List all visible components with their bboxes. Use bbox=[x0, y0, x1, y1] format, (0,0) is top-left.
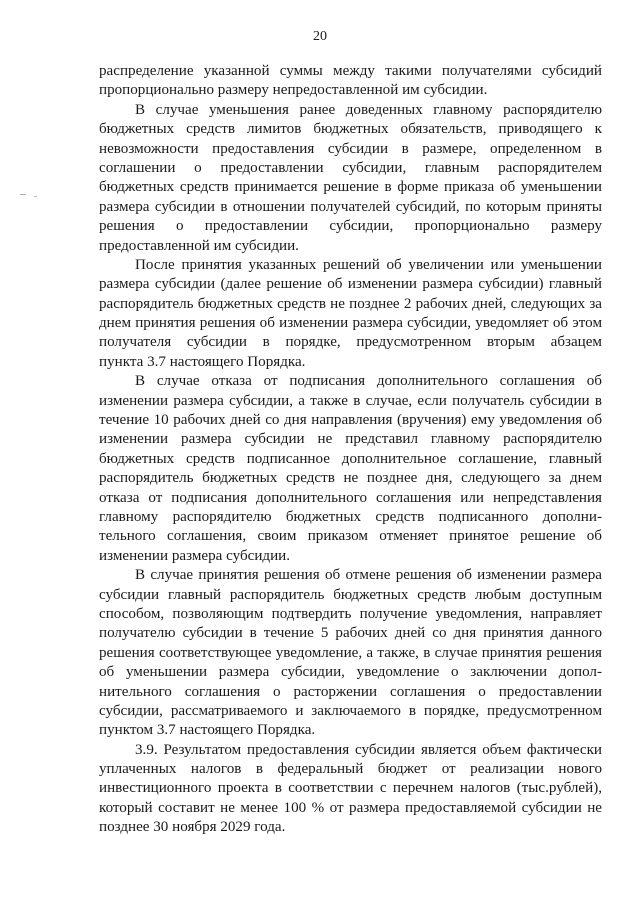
text-line: об уменьшении размера субсидии, уведомление о заключении допол- bbox=[99, 664, 602, 681]
text-line: распорядитель бюджетных средств не позднее дня, следующего за днем bbox=[99, 470, 602, 487]
text-line: способом, позволяющим подтвердить получение уведомления, направляет bbox=[99, 605, 602, 622]
text-line: размера субсидии (далее решение об изменении размера субсидии) главный bbox=[99, 276, 602, 293]
scan-mark bbox=[20, 194, 26, 195]
text-line: решения о предоставлении субсидии, пропорционально размеру bbox=[99, 218, 602, 235]
page-number: 20 bbox=[313, 29, 327, 44]
text-line: распорядитель бюджетных средств не позднее 2 рабочих дней, следующих за bbox=[99, 295, 602, 312]
text-line: субсидии главный распорядитель бюджетных средств любым доступным bbox=[99, 586, 602, 603]
text-line: бюджетных средств принимается решение в форме приказа об уменьшении bbox=[99, 179, 602, 196]
text-line: В случае принятия решения об отмене решения об изменении размера bbox=[135, 567, 602, 584]
paragraph bbox=[99, 256, 602, 372]
paragraph bbox=[99, 566, 602, 741]
text-line: размера субсидии в отношении получателей субсидий, по которым приняты bbox=[99, 198, 602, 215]
paragraph bbox=[99, 62, 602, 101]
text-line: бюджетных средств лимитов бюджетных обязательств, приводящего к bbox=[99, 121, 602, 138]
text-line: днем принятия решения об изменении размера субсидии, уведомляет об этом bbox=[99, 315, 602, 332]
text-line: В случае уменьшения ранее доведенных главному распорядителю bbox=[135, 101, 602, 118]
text-line: После принятия указанных решений об увеличении или уменьшении bbox=[135, 256, 602, 273]
text-line: получателя субсидии в порядке, предусмотренном вторым абзацем bbox=[99, 334, 602, 351]
text-line: нительного соглашения о расторжении соглашения о предоставлении bbox=[99, 683, 602, 700]
text-line: субсидии, рассматриваемого и заключаемого в порядке, предусмотренном bbox=[99, 702, 602, 719]
text-line: изменении размера субсидии, а также в случае, если получатель субсидии в bbox=[99, 392, 602, 409]
text-line: позднее 30 ноября 2029 года. bbox=[99, 819, 286, 836]
text-line: распределение указанной суммы между такими получателями субсидий bbox=[99, 63, 602, 79]
text-line: решения соответствующее уведомление, а также, в случае принятия решения bbox=[99, 644, 602, 661]
text-line: течение 10 рабочих дней со дня направления (вручения) ему уведомления об bbox=[99, 412, 602, 429]
text-line: получателю субсидии в течение 5 рабочих дней со дня принятия данного bbox=[99, 625, 602, 642]
text-line: тельного соглашения, своим приказом отменяет принятое решение об bbox=[99, 528, 602, 545]
text-line: инвестиционного проекта в соответствии с перечнем налогов (тыс.рублей), bbox=[99, 780, 602, 797]
text-line: В случае отказа от подписания дополнительного соглашения об bbox=[135, 373, 602, 390]
paragraph bbox=[99, 741, 602, 838]
document-body bbox=[99, 62, 602, 838]
text-line: главному распорядителю бюджетных средств подписанного дополни- bbox=[99, 508, 602, 525]
scan-mark bbox=[34, 196, 37, 197]
text-line: 3.9. Результатом предоставления субсидии является объем фактически bbox=[135, 741, 602, 758]
text-line: соглашении о предоставлении субсидии, главным распорядителем bbox=[99, 159, 602, 176]
text-line: невозможности предоставления субсидии в размере, определенном в bbox=[99, 140, 602, 157]
text-line: изменении размера субсидии. bbox=[99, 547, 291, 564]
text-line: пункта 3.7 настоящего Порядка. bbox=[99, 353, 306, 370]
paragraph bbox=[99, 372, 602, 566]
paragraph bbox=[99, 101, 602, 256]
text-line: пропорционально размеру непредоставленной им субсидии. bbox=[99, 82, 488, 99]
text-line: отказа от подписания дополнительного соглашения или непредставления bbox=[99, 489, 602, 506]
text-line: уплаченных налогов в федеральный бюджет от реализации нового bbox=[99, 761, 602, 778]
text-line: предоставленной им субсидии. bbox=[99, 237, 299, 254]
text-line: бюджетных средств подписанное дополнительное соглашение, главный bbox=[99, 450, 602, 467]
text-line: изменении размера субсидии не представил главному распорядителю bbox=[99, 431, 602, 448]
text-line: пунктом 3.7 настоящего Порядка. bbox=[99, 722, 316, 739]
text-line: который составит не менее 100 % от размера предоставляемой субсидии не bbox=[99, 799, 602, 816]
